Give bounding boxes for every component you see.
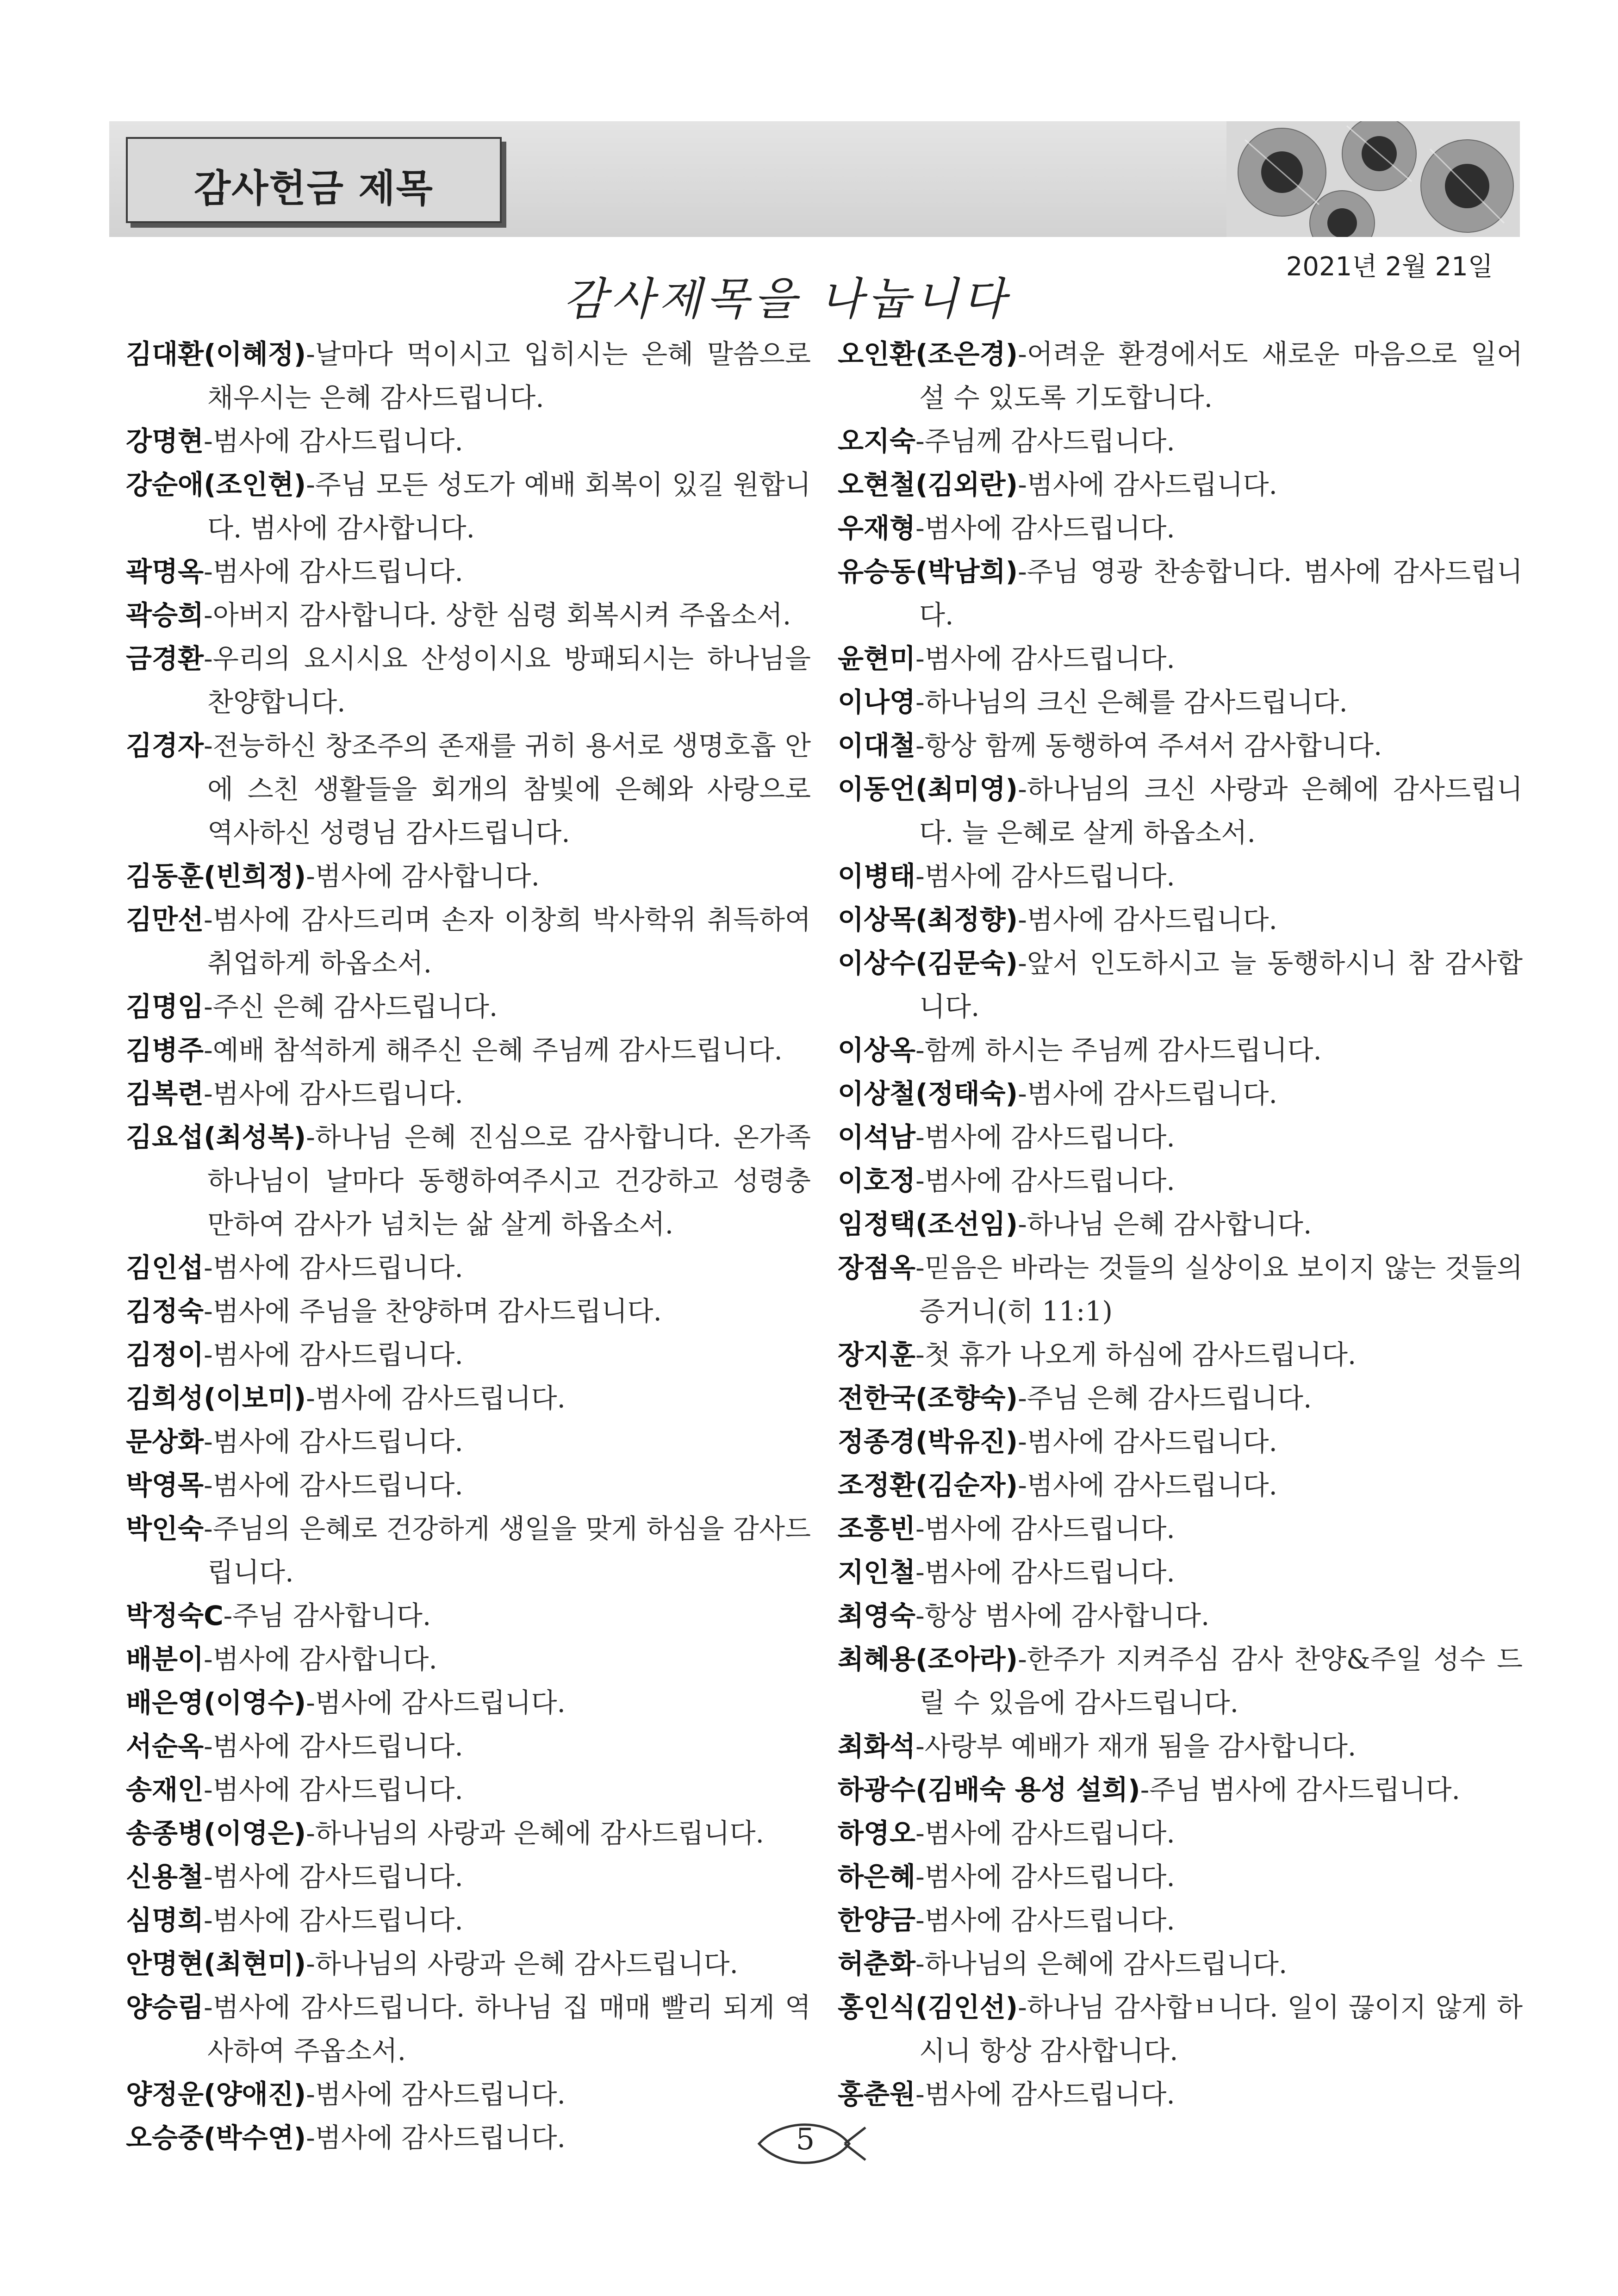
donor-name: 안명현(최현미) (126, 1948, 306, 1979)
thanks-message: -범사에 감사드립니다. (915, 1121, 1175, 1153)
thanks-message: -범사에 주님을 찬양하며 감사드립니다. (204, 1295, 662, 1327)
list-item (838, 1028, 1523, 1072)
list-item (126, 550, 811, 593)
list-item (838, 1637, 1523, 1724)
list-item (126, 1985, 811, 2072)
thanks-message: -범사에 감사드립니다. (915, 860, 1175, 892)
page-number: 5 (796, 2122, 815, 2157)
thanks-message: -한주가 지켜주심 감사 찬양&주일 성수 드릴 수 있음에 감사드립니다. (919, 1643, 1523, 1718)
donor-name: 하은혜 (838, 1861, 916, 1892)
donor-name: 이상수(김문숙) (838, 947, 1018, 979)
donor-name: 박정숙C (126, 1600, 224, 1631)
thanks-message: -어려운 환경에서도 새로운 마음으로 일어설 수 있도록 기도합니다. (919, 338, 1523, 413)
list-item (838, 854, 1523, 898)
donor-name: 김병주 (126, 1034, 204, 1066)
thanks-message: -항상 함께 동행하여 주셔서 감사합니다. (915, 730, 1382, 761)
list-item (838, 1898, 1523, 1942)
donor-name: 박인숙 (126, 1513, 204, 1544)
thanks-message: -범사에 감사드립니다. (204, 1426, 463, 1457)
list-item (126, 1942, 811, 1985)
list-item (126, 1637, 811, 1681)
thanks-message: -범사에 감사드립니다. (915, 1817, 1175, 1849)
thanks-message: -범사에 감사드립니다. (915, 512, 1175, 544)
donor-name: 배은영(이영수) (126, 1687, 306, 1718)
list-item (838, 1463, 1523, 1507)
thanks-message: -범사에 감사드립니다. (306, 1687, 566, 1718)
donor-name: 송재인 (126, 1774, 204, 1805)
thanks-message: -주신 은혜 감사드립니다. (204, 991, 498, 1022)
list-item (126, 637, 811, 724)
donor-name: 이석남 (838, 1121, 916, 1153)
thanks-message: -주님 모든 성도가 예배 회복이 있길 원합니다. 범사에 감사합니다. (207, 469, 811, 544)
donor-name: 하광수(김배숙 용성 설희) (838, 1774, 1140, 1805)
thanks-message: -앞서 인도하시고 늘 동행하시니 참 감사합니다. (919, 947, 1523, 1022)
donor-name: 오현철(김외란) (838, 469, 1018, 500)
donor-name: 오인환(조은경) (838, 338, 1018, 370)
list-item (838, 724, 1523, 767)
thanks-message: -하나님 은혜 진심으로 감사합니다. 온가족 하나님이 날마다 동행하여주시고 건강하고 성령충만하여 감사가 넘치는 삶 살게 하옵소서. (207, 1121, 811, 1240)
list-item (126, 463, 811, 550)
list-item (838, 1811, 1523, 1855)
thanks-message: -범사에 감사드립니다. (204, 1861, 463, 1892)
list-item (838, 1115, 1523, 1159)
donor-name: 곽승희 (126, 599, 204, 631)
donor-name: 오지숙 (838, 425, 916, 457)
right-column (838, 332, 1523, 2116)
list-item (838, 941, 1523, 1028)
left-column (126, 332, 811, 2159)
donor-name: 이병태 (838, 860, 916, 892)
thanks-message: -범사에 감사드립니다. (1018, 469, 1277, 500)
list-item (126, 1028, 811, 1072)
list-item (838, 680, 1523, 724)
list-item (838, 637, 1523, 680)
donor-name: 이상철(정태숙) (838, 1078, 1018, 1109)
donor-name: 송종병(이영은) (126, 1817, 306, 1849)
list-item (838, 1594, 1523, 1637)
donor-name: 김희성(이보미) (126, 1382, 306, 1414)
list-item (126, 1507, 811, 1594)
list-item (838, 506, 1523, 550)
thanks-message: -우리의 요시시요 산성이시요 방패되시는 하나님을 찬양합니다. (204, 643, 811, 718)
list-item (126, 419, 811, 463)
thanks-message: -범사에 감사드립니다. (204, 1730, 463, 1762)
thanks-message: -예배 참석하게 해주신 은혜 주님께 감사드립니다. (204, 1034, 783, 1066)
donor-name: 김복련 (126, 1078, 204, 1109)
donor-name: 금경환 (126, 643, 204, 674)
thanks-message: -하나님의 사랑과 은혜에 감사드립니다. (306, 1817, 764, 1849)
list-item (838, 550, 1523, 637)
thanks-message: -믿음은 바라는 것들의 실상이요 보이지 않는 것들의 증거니(히 11:1) (915, 1252, 1523, 1327)
thanks-message: -범사에 감사드립니다. (915, 1513, 1175, 1544)
list-item (126, 898, 811, 985)
list-item (126, 2072, 811, 2116)
donor-name: 전한국(조향숙) (838, 1382, 1018, 1414)
thanks-message: -주님 은혜 감사드립니다. (1018, 1382, 1312, 1414)
list-item (838, 1246, 1523, 1333)
thanks-message: -범사에 감사드립니다. (306, 2122, 566, 2153)
thanks-message: -함께 하시는 주님께 감사드립니다. (915, 1034, 1322, 1066)
list-item (126, 1594, 811, 1637)
donor-name: 홍춘원 (838, 2078, 916, 2110)
thanks-message: -주님의 은혜로 건강하게 생일을 맞게 하심을 감사드립니다. (204, 1513, 811, 1588)
donor-name: 우재형 (838, 512, 916, 544)
page-title: 감사헌금 제목 (194, 167, 434, 211)
list-item (126, 854, 811, 898)
list-item (126, 1246, 811, 1289)
thanks-message: -범사에 감사드립니다. (204, 1252, 463, 1283)
donor-name: 김정숙 (126, 1295, 204, 1327)
donor-name: 한양금 (838, 1904, 916, 1936)
list-item (126, 1855, 811, 1898)
donor-name: 신용철 (126, 1861, 204, 1892)
thanks-message: -범사에 감사드립니다. (204, 556, 463, 587)
list-item (838, 463, 1523, 506)
donor-name: 임정택(조선임) (838, 1208, 1018, 1240)
donor-name: 이호정 (838, 1165, 916, 1196)
list-item (126, 1463, 811, 1507)
donor-name: 박영목 (126, 1469, 204, 1501)
donor-name: 장점옥 (838, 1252, 916, 1283)
donor-name: 하영오 (838, 1817, 916, 1849)
thanks-message: -범사에 감사드립니다. (306, 1382, 566, 1414)
list-item (126, 985, 811, 1028)
list-item (838, 898, 1523, 941)
list-item (126, 1115, 811, 1246)
list-item (838, 1420, 1523, 1463)
list-item (838, 332, 1523, 419)
donor-name: 유승동(박남희) (838, 556, 1018, 587)
donor-name: 최화석 (838, 1730, 916, 1762)
donor-name: 홍인식(김인선) (838, 1991, 1018, 2023)
donor-name: 강순애(조인현) (126, 469, 306, 500)
list-item (126, 2116, 811, 2159)
list-item (126, 1724, 811, 1768)
list-item (838, 1724, 1523, 1768)
thanks-message: -범사에 감사드리며 손자 이창희 박사학위 취득하여 취업하게 하옵소서. (204, 904, 811, 979)
thanks-message: -범사에 감사드립니다. (306, 2078, 566, 2110)
thanks-message: -범사에 감사드립니다. (204, 1904, 463, 1936)
thanks-message: -첫 휴가 나오게 하심에 감사드립니다. (915, 1339, 1357, 1370)
list-item (838, 1550, 1523, 1594)
thanks-message: -주님 감사합니다. (223, 1600, 431, 1631)
thanks-message: -주님께 감사드립니다. (915, 425, 1175, 457)
list-item (838, 2072, 1523, 2116)
thanks-message: -주님 영광 찬송합니다. 범사에 감사드립니다. (919, 556, 1523, 631)
thanks-message: -범사에 감사드립니다. (915, 643, 1175, 674)
thanks-message: -전능하신 창조주의 존재를 귀히 용서로 생명호흡 안에 스친 생활들을 회개의 참빛에 은혜와 사랑으로 역사하신 성령님 감사드립니다. (204, 730, 811, 848)
donor-name: 장지훈 (838, 1339, 916, 1370)
list-item (838, 1202, 1523, 1246)
donor-name: 윤현미 (838, 643, 916, 674)
thanks-message: -하나님의 크신 은혜를 감사드립니다. (915, 686, 1348, 718)
donor-name: 김동훈(빈희정) (126, 860, 306, 892)
donor-name: 최혜용(조아라) (838, 1643, 1018, 1675)
list-item (126, 1420, 811, 1463)
thanks-message: -범사에 감사드립니다. (204, 1469, 463, 1501)
thanks-message: -범사에 감사합니다. (306, 860, 540, 892)
list-item (126, 332, 811, 419)
thanks-message: -하나님 감사합ㅂ니다. 일이 끊이지 않게 하시니 항상 감사합니다. (919, 1991, 1523, 2066)
thanks-message: -범사에 감사드립니다. (915, 2078, 1175, 2110)
thanks-message: -범사에 감사드립니다. (204, 1078, 463, 1109)
date: 2021년 2월 21일 (1286, 252, 1493, 282)
thanks-message: -범사에 감사드립니다. (915, 1165, 1175, 1196)
list-item (838, 1072, 1523, 1115)
list-item (838, 1942, 1523, 1985)
thanks-message: -범사에 감사드립니다. (915, 1556, 1175, 1588)
list-item (838, 1768, 1523, 1811)
donor-name: 김인섭 (126, 1252, 204, 1283)
thanks-message: -범사에 감사드립니다. (915, 1904, 1175, 1936)
donor-name: 문상화 (126, 1426, 204, 1457)
list-item (126, 1811, 811, 1855)
thanks-message: -범사에 감사드립니다. (1018, 1469, 1277, 1501)
thanks-message: -범사에 감사드립니다. (1018, 1426, 1277, 1457)
donor-name: 배분이 (126, 1643, 204, 1675)
list-item (838, 1159, 1523, 1202)
list-item (126, 1333, 811, 1376)
list-item (838, 1507, 1523, 1550)
donor-name: 이상목(최정향) (838, 904, 1018, 935)
donor-name: 심명희 (126, 1904, 204, 1936)
donor-name: 강명현 (126, 425, 204, 457)
title-box (126, 137, 502, 223)
list-item (126, 593, 811, 637)
sunflower-image (1226, 121, 1520, 237)
subtitle: 감사제목을 나눕니다 (563, 273, 1010, 325)
list-item (838, 1985, 1523, 2072)
thanks-message: -하나님의 은혜에 감사드립니다. (915, 1948, 1288, 1979)
donor-name: 정종경(박유진) (838, 1426, 1018, 1457)
donor-name: 이대철 (838, 730, 916, 761)
donor-name: 허춘화 (838, 1948, 916, 1979)
list-item (838, 767, 1523, 854)
donor-name: 김대환(이혜정) (126, 338, 306, 370)
thanks-message: -주님 범사에 감사드립니다. (1140, 1774, 1460, 1805)
thanks-message: -하나님의 크신 사랑과 은혜에 감사드립니다. 늘 은혜로 살게 하옵소서. (919, 773, 1523, 848)
thanks-message: -범사에 감사합니다. (204, 1643, 437, 1675)
donor-name: 서순옥 (126, 1730, 204, 1762)
thanks-message: -범사에 감사드립니다. (1018, 1078, 1277, 1109)
donor-name: 이동언(최미영) (838, 773, 1018, 805)
thanks-message: -사랑부 예배가 재개 됨을 감사합니다. (915, 1730, 1357, 1762)
thanks-message: -범사에 감사드립니다. 하나님 집 매매 빨리 되게 역사하여 주옵소서. (204, 1991, 811, 2066)
thanks-message: -범사에 감사드립니다. (204, 1339, 463, 1370)
donor-name: 오승중(박수연) (126, 2122, 306, 2153)
list-item (126, 1072, 811, 1115)
donor-name: 김명임 (126, 991, 204, 1022)
donor-name: 최영숙 (838, 1600, 916, 1631)
donor-name: 이상옥 (838, 1034, 916, 1066)
donor-name: 조정환(김순자) (838, 1469, 1018, 1501)
thanks-message: -범사에 감사드립니다. (204, 425, 463, 457)
thanks-message: -범사에 감사드립니다. (915, 1861, 1175, 1892)
donor-name: 김요섭(최성복) (126, 1121, 306, 1153)
donor-name: 김경자 (126, 730, 204, 761)
donor-name: 양승림 (126, 1991, 204, 2023)
donor-name: 이나영 (838, 686, 916, 718)
donor-name: 김정이 (126, 1339, 204, 1370)
list-item (126, 1768, 811, 1811)
list-item (126, 1289, 811, 1333)
list-item (838, 1376, 1523, 1420)
donor-name: 김만선 (126, 904, 204, 935)
list-item (126, 1898, 811, 1942)
list-item (838, 1855, 1523, 1898)
donor-name: 조흥빈 (838, 1513, 916, 1544)
list-item (126, 724, 811, 854)
thanks-message: -범사에 감사드립니다. (204, 1774, 463, 1805)
list-item (126, 1376, 811, 1420)
thanks-message: -범사에 감사드립니다. (1018, 904, 1277, 935)
donor-name: 지인철 (838, 1556, 916, 1588)
thanks-message: -하나님의 사랑과 은혜 감사드립니다. (306, 1948, 738, 1979)
donor-name: 곽명옥 (126, 556, 204, 587)
thanks-message: -날마다 먹이시고 입히시는 은혜 말씀으로 채우시는 은혜 감사드립니다. (207, 338, 811, 413)
thanks-message: -아버지 감사합니다. 상한 심령 회복시켜 주옵소서. (204, 599, 791, 631)
list-item (126, 1681, 811, 1724)
donor-name: 양정운(양애진) (126, 2078, 306, 2110)
thanks-message: -하나님 은혜 감사합니다. (1018, 1208, 1312, 1240)
list-item (838, 1333, 1523, 1376)
list-item (838, 419, 1523, 463)
thanks-message: -항상 범사에 감사합니다. (915, 1600, 1210, 1631)
